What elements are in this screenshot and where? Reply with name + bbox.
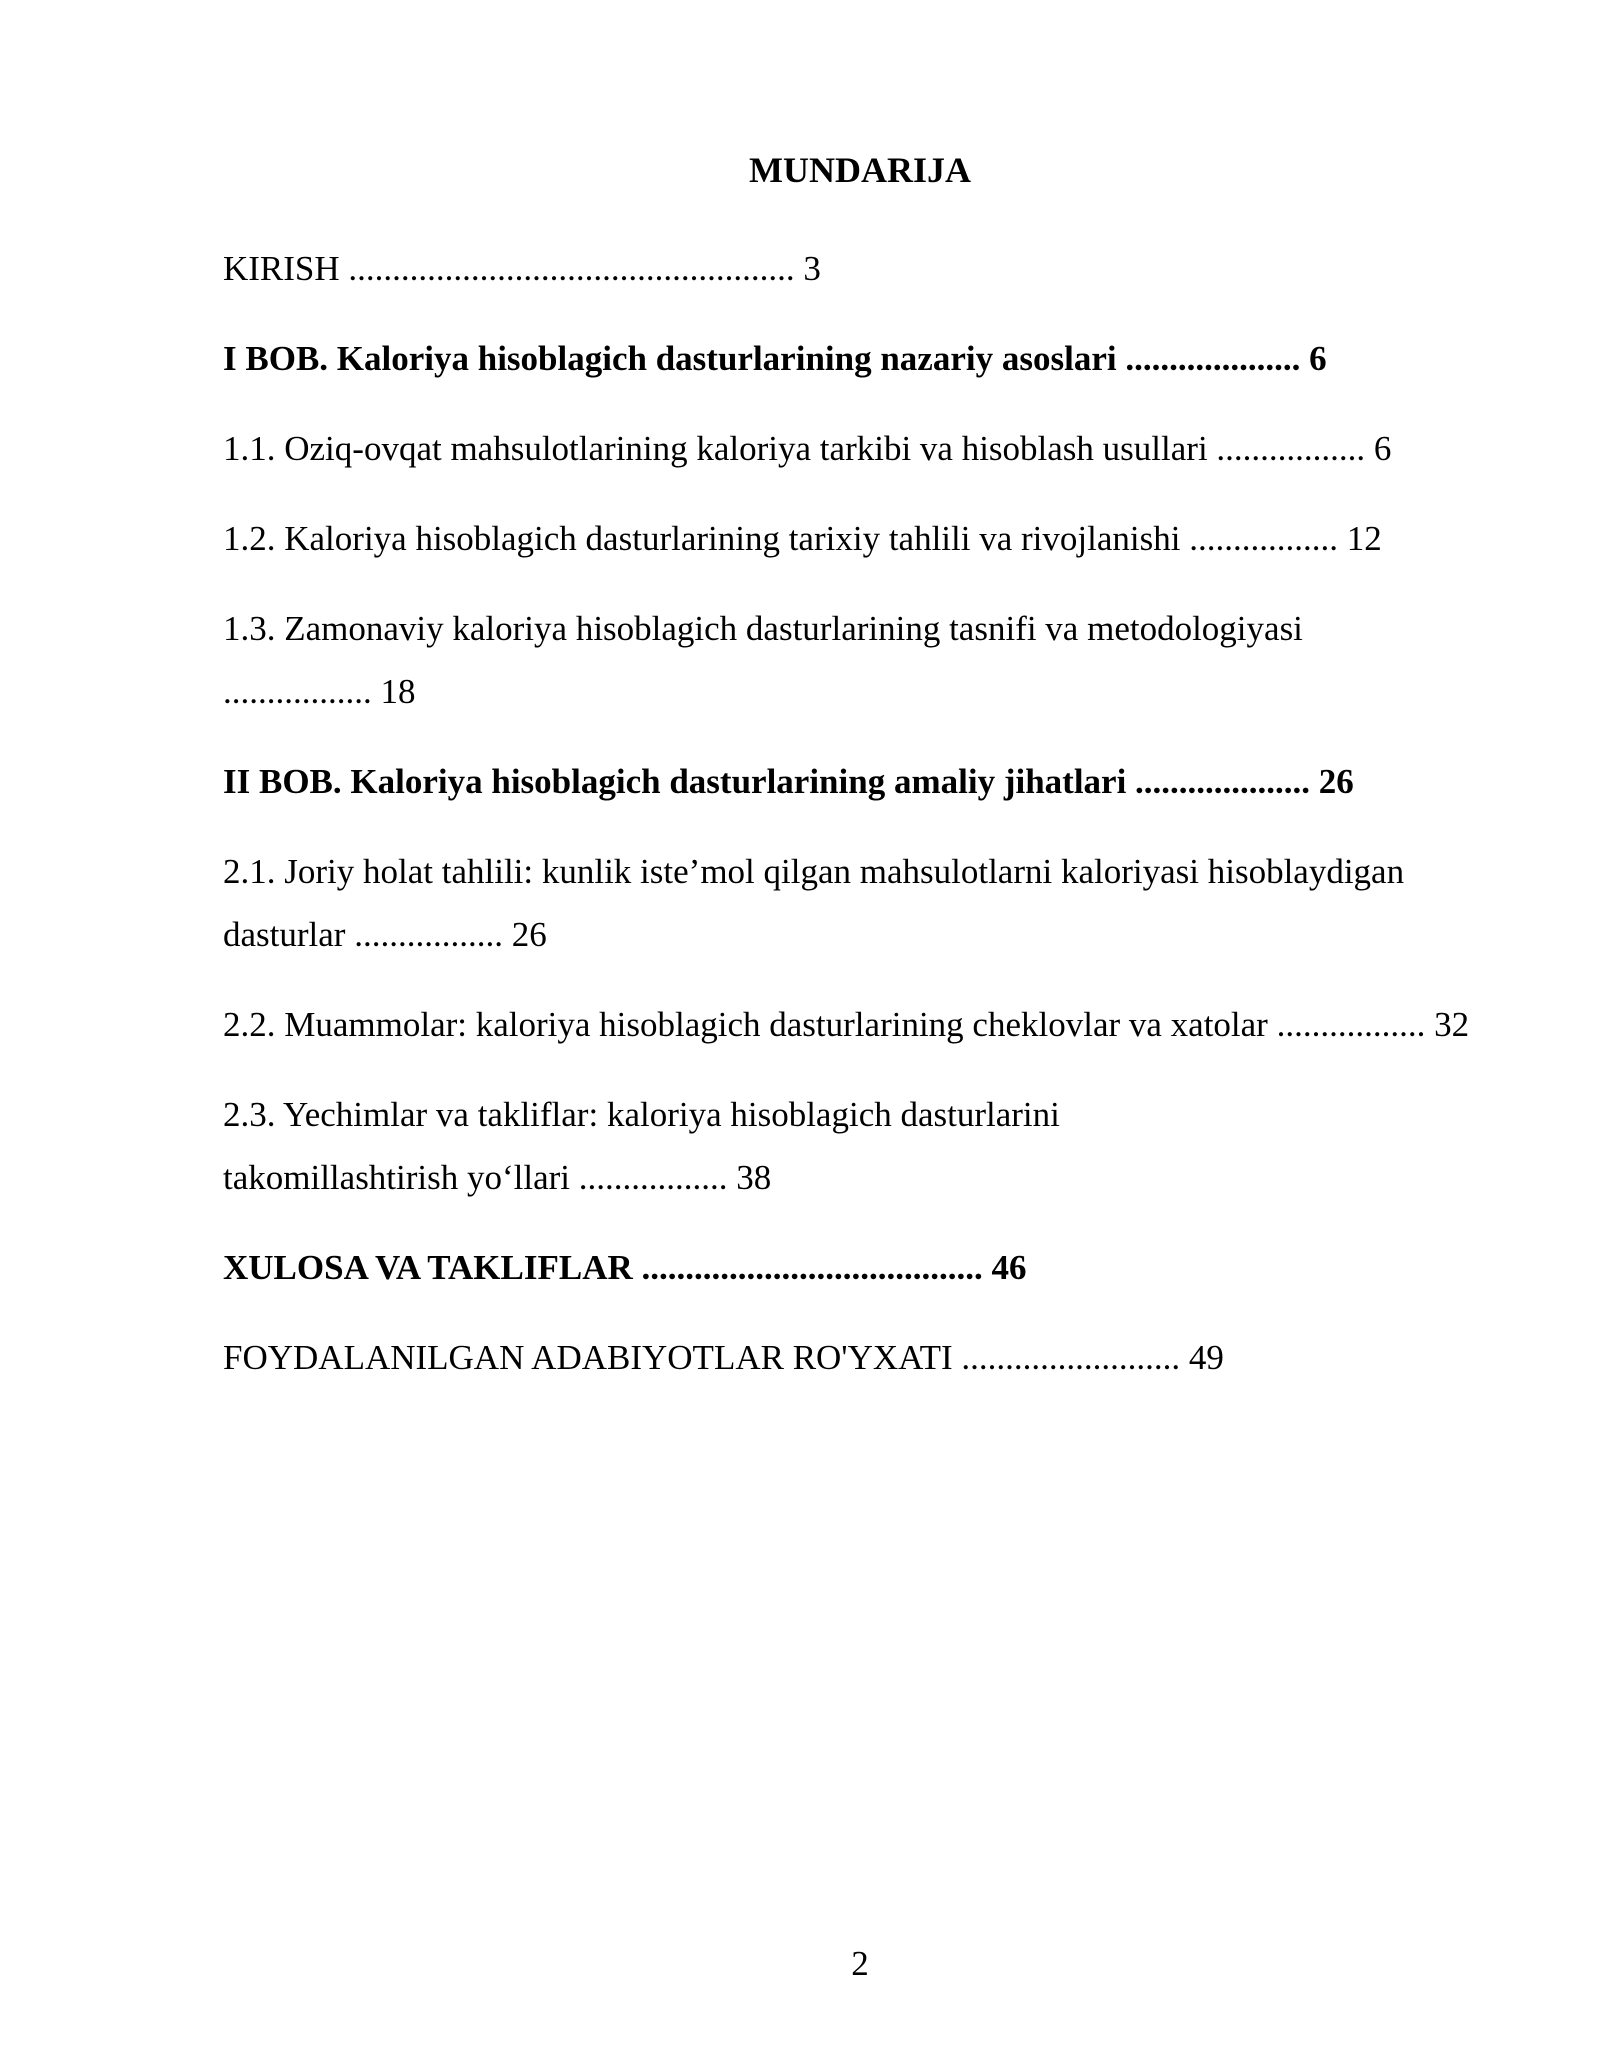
table-of-contents [223, 237, 1483, 1416]
toc-entry-1-3: 1.3. Zamonaviy kaloriya hisoblagich dasturlarining tasnifi va metodologiyasi ................. 18 [223, 609, 1303, 711]
page-title: MUNDARIJA [749, 150, 971, 190]
toc-entry-kirish: KIRISH ................................................... 3 [223, 249, 821, 288]
toc-entry-references: FOYDALANILGAN ADABIYOTLAR RO'YXATI ......................... 49 [223, 1338, 1224, 1377]
page-number: 2 [851, 1944, 869, 1983]
toc-entry-2-3: 2.3. Yechimlar va takliflar: kaloriya hisoblagich dasturlarini takomillashtirish yo‘llari ................. 38 [223, 1095, 1060, 1197]
toc-entry-2-1: 2.1. Joriy holat tahlili: kunlik iste’mol qilgan mahsulotlarni kaloriyasi hisoblaydigan dasturlar ................. 26 [223, 852, 1405, 954]
toc-entry-chapter-1: I BOB. Kaloriya hisoblagich dasturlarining nazariy asoslari .................... 6 [223, 339, 1327, 378]
toc-entry-1-2: 1.2. Kaloriya hisoblagich dasturlarining tarixiy tahlili va rivojlanishi ................. 12 [223, 519, 1382, 558]
toc-entry-chapter-2: II BOB. Kaloriya hisoblagich dasturlarining amaliy jihatlari .................... 26 [223, 762, 1354, 801]
toc-entry-2-2: 2.2. Muammolar: kaloriya hisoblagich dasturlarining cheklovlar va xatolar ................. 32 [223, 1005, 1470, 1044]
toc-entry-1-1: 1.1. Oziq-ovqat mahsulotlarining kaloriya tarkibi va hisoblash usullari ................. 6 [223, 429, 1392, 468]
toc-entry-conclusion: XULOSA VA TAKLIFLAR ....................................... 46 [223, 1248, 1027, 1287]
